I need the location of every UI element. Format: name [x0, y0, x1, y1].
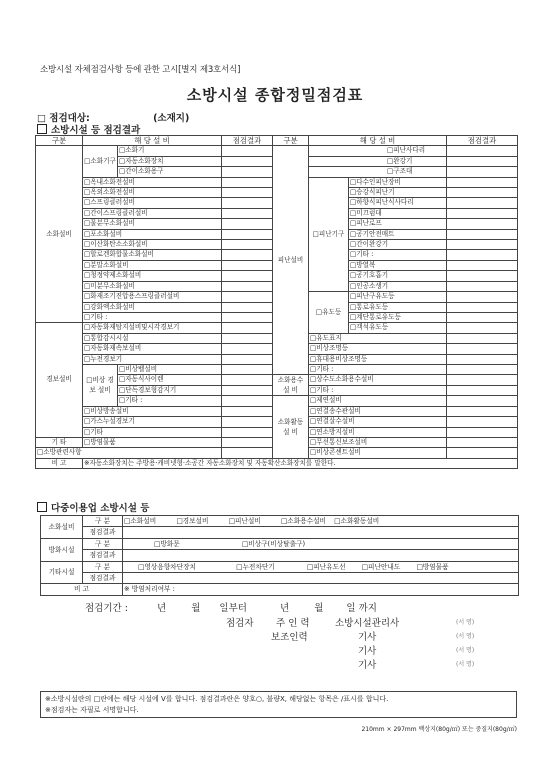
paper-spec: 210mm × 297mm 백상지(80g/㎡) 또는 중질지(80g/㎡) [361, 726, 517, 733]
result-cell[interactable] [222, 271, 273, 281]
checkbox-icon [37, 502, 47, 512]
result-cell[interactable] [447, 146, 518, 156]
list-item: □비상벨설비 [118, 364, 222, 374]
result-cell[interactable] [222, 188, 273, 198]
result-cell[interactable] [447, 250, 518, 260]
multi-other-group: 기타시설 [41, 561, 83, 584]
result-label: 점검결과 [83, 550, 123, 561]
list-item: □미끄럼대 [349, 208, 447, 218]
list-item: □방염물품 [83, 437, 222, 447]
result-cell[interactable] [447, 437, 518, 447]
list-item: □하향식피난식사다리 [349, 198, 447, 208]
multi-other-items [123, 561, 519, 572]
list-item: □피난로프 [349, 219, 447, 229]
result-cell[interactable] [447, 292, 518, 302]
signature-placeholder[interactable]: (서 명) [456, 619, 475, 626]
result-cell[interactable] [447, 375, 518, 386]
list-item: □통로유도등 [349, 302, 447, 312]
list-item: □피난설비 [228, 517, 261, 525]
list-item: □단독경보형감지기 [118, 385, 222, 396]
evac-group-label: 피난설비 [273, 146, 309, 375]
list-item: □승강식피난기 [349, 188, 447, 198]
active-group-label: 소화활동 설 비 [273, 396, 309, 458]
result-cell[interactable] [222, 364, 273, 374]
result-cell[interactable] [222, 156, 273, 166]
result-cell[interactable] [123, 550, 519, 561]
main-staff-label: 주 인 력 [276, 618, 310, 629]
list-item: □간이소화용구 [118, 167, 222, 177]
section2-title: 다중이용업 소방시설 등 [51, 503, 150, 514]
location-label: (소재지) [153, 113, 190, 124]
result-cell[interactable] [222, 417, 273, 427]
list-item: □유도표지 [309, 333, 447, 343]
result-cell[interactable] [447, 302, 518, 312]
instructions-box [40, 691, 517, 718]
kind-label: 구 분 [83, 516, 123, 527]
list-item: □연소방지설비 [309, 427, 447, 437]
period-month: 월 [191, 603, 201, 614]
tech-title: 기사 [358, 660, 377, 671]
period-year-2: 년 [279, 603, 290, 614]
small-ext-label: □소화기구 [83, 146, 118, 177]
multi-note-text: ※ 방염처리여부 : [123, 584, 519, 595]
water-group-label: 소화용수 설 비 [273, 375, 309, 396]
result-cell[interactable] [222, 385, 273, 396]
instruction-line: ※점검자는 자필로 서명합니다. [45, 706, 139, 714]
form-caption: 소방시설 자체점검사항 등에 관한 고시[별지 제3호서식] [40, 65, 241, 75]
list-item: □자동식사이렌 [118, 375, 222, 386]
list-item: □다수인피난장비 [349, 177, 447, 187]
list-item: □자동화재탐지설비및시각경보기 [83, 323, 222, 333]
list-item: □제연설비 [309, 396, 447, 406]
list-item: □비상구(비상탈출구) [241, 539, 306, 548]
list-item: □경보설비 [176, 517, 209, 525]
list-item: □소화기 [118, 146, 222, 156]
result-cell[interactable] [222, 406, 273, 416]
list-item: □피난유도선 [306, 562, 346, 571]
list-item: □분말소화설비 [83, 260, 222, 270]
guide-label: □유도등 [309, 292, 349, 334]
result-cell[interactable] [222, 427, 273, 437]
list-item: □무선통신보조설비 [309, 437, 447, 447]
multi-fire-items [123, 516, 519, 527]
list-item: □비상조명등 [309, 344, 447, 354]
list-item: □소방관련사항 [36, 448, 222, 458]
result-cell[interactable] [222, 437, 273, 447]
list-item: □화재조기진압용스프링클러설비 [83, 292, 222, 302]
result-cell[interactable] [222, 312, 273, 322]
inspection-period [85, 600, 377, 614]
result-cell[interactable] [447, 281, 518, 291]
list-item: □간이완강기 [349, 240, 447, 250]
list-item: □옥외소화전설비 [83, 188, 222, 198]
list-item: □소화설비 [124, 517, 157, 525]
alarm-group-label: 경보설비 [36, 323, 83, 438]
list-item: □방열복 [349, 260, 447, 270]
list-item: □휴대용비상조명등 [309, 354, 447, 364]
period-to: 일 까지 [346, 603, 377, 614]
list-item: □누전경보기 [83, 354, 222, 364]
list-item: □기타 : [349, 250, 447, 260]
period-year: 년 [156, 603, 167, 614]
other-group-label: 기 타 [36, 437, 83, 447]
result-cell[interactable] [447, 156, 518, 166]
section1-title: 소방시설 등 점검결과 [51, 125, 141, 136]
instruction-line: ※소방시설란의 □란에는 해당 시설에 V를 합니다. 점검결과란은 양호○, 불량X, 해당없는 항목은 /표시를 합니다. [45, 695, 389, 703]
list-item: □완강기 [309, 156, 447, 166]
manager-title: 소방시설관리사 [335, 618, 400, 629]
result-cell[interactable] [447, 396, 518, 406]
result-cell[interactable] [447, 427, 518, 437]
result-cell[interactable] [447, 229, 518, 239]
result-cell[interactable] [222, 396, 273, 406]
multi-note-label: 비 고 [41, 584, 123, 595]
list-item: □가스누설경보기 [83, 417, 222, 427]
result-cell[interactable] [447, 385, 518, 396]
result-label: 점검결과 [83, 573, 123, 584]
list-item: □방화문 [154, 539, 180, 548]
result-cell[interactable] [447, 198, 518, 208]
list-item: □피난구유도등 [349, 292, 447, 302]
result-cell[interactable] [222, 302, 273, 312]
list-item: □피난안내도 [361, 562, 401, 571]
result-cell[interactable] [447, 448, 518, 458]
section1-heading [37, 122, 140, 136]
list-item: □영상음향차단장치 [138, 562, 196, 571]
col-item-right: 해 당 설 비 [309, 136, 447, 146]
list-item: □기타 : [309, 364, 447, 374]
evac-device-label: □피난기구 [309, 177, 349, 291]
result-cell[interactable] [222, 448, 273, 458]
tech-title: 기사 [358, 632, 377, 643]
result-cell[interactable] [447, 333, 518, 343]
list-item: □할로겐화합물소화설비 [83, 250, 222, 260]
result-cell[interactable] [447, 406, 518, 416]
result-cell[interactable] [222, 167, 273, 177]
result-cell[interactable] [447, 167, 518, 177]
tech-title: 기사 [358, 646, 377, 657]
result-cell[interactable] [222, 281, 273, 291]
list-item: □방염물품 [416, 562, 449, 571]
period-month-2: 월 [314, 603, 324, 614]
result-cell[interactable] [222, 292, 273, 302]
target-label: □ 점검대상: [37, 113, 90, 124]
facility-table [35, 135, 518, 469]
list-item: □포소화설비 [83, 229, 222, 239]
col-category-right: 구분 [273, 136, 309, 146]
list-item: □미분무소화설비 [83, 281, 222, 291]
result-cell[interactable] [222, 177, 273, 187]
list-item: □비상콘센트설비 [309, 448, 447, 458]
result-cell[interactable] [222, 344, 273, 354]
list-item: □공기안전매트 [349, 229, 447, 239]
list-item: □강화액소화설비 [83, 302, 222, 312]
signature-placeholder[interactable]: (서 명) [456, 633, 475, 640]
list-item: □기타 [83, 427, 222, 437]
list-item: □객석유도등 [349, 323, 447, 333]
period-label: 점검기간 : [85, 603, 128, 614]
result-label: 점검결과 [83, 527, 123, 538]
result-cell[interactable] [222, 323, 273, 333]
result-cell[interactable] [447, 260, 518, 270]
checkbox-icon [37, 124, 47, 134]
result-cell[interactable] [123, 527, 519, 538]
list-item: □인공소생기 [349, 281, 447, 291]
list-item: □물분무소화설비 [83, 219, 222, 229]
kind-label: 구 분 [83, 538, 123, 549]
result-cell[interactable] [447, 188, 518, 198]
list-item: □간이스프링클러설비 [83, 208, 222, 218]
col-result-right: 점검결과 [447, 136, 518, 146]
list-item: □소화용수설비 [280, 517, 327, 525]
result-cell[interactable] [447, 354, 518, 364]
list-item: □자동화재속보설비 [83, 344, 222, 354]
result-cell[interactable] [447, 240, 518, 250]
list-item: □스프링클러설비 [83, 198, 222, 208]
result-cell[interactable] [222, 333, 273, 343]
result-cell[interactable] [447, 323, 518, 333]
multi-alarm-group: 방화시설 [41, 538, 83, 561]
list-item: □피난사다리 [309, 146, 447, 156]
period-from: 일부터 [219, 603, 247, 614]
list-item: □구조대 [309, 167, 447, 177]
list-item: □비상방송설비 [83, 406, 222, 416]
result-cell[interactable] [222, 260, 273, 270]
result-cell[interactable] [222, 375, 273, 386]
col-item: 해 당 설 비 [83, 136, 222, 146]
emergency-label: □비상 경보 설비 [83, 364, 118, 406]
list-item: □통합감시시설 [83, 333, 222, 343]
list-item: □기타 : [118, 396, 222, 406]
list-item: □상수도소화용수설비 [309, 375, 447, 386]
kind-label: 구 분 [83, 561, 123, 572]
col-result: 점검결과 [222, 136, 273, 146]
fire-group-label: 소화설비 [36, 146, 83, 323]
list-item: □계단통로유도등 [349, 312, 447, 322]
result-cell[interactable] [222, 229, 273, 239]
assist-staff-label: 보조인력 [271, 632, 308, 643]
page-title: 소방시설 종합정밀점검표 [186, 86, 364, 104]
section2-heading [37, 500, 149, 514]
list-item: □이산화탄소소화설비 [83, 240, 222, 250]
result-cell[interactable] [447, 364, 518, 374]
signature-placeholder[interactable]: (서 명) [456, 647, 475, 654]
result-cell[interactable] [447, 208, 518, 218]
signature-placeholder[interactable]: (서 명) [456, 661, 475, 668]
list-item: □연결살수설비 [309, 417, 447, 427]
result-cell[interactable] [222, 354, 273, 364]
list-item: □연결송수관설비 [309, 406, 447, 416]
result-cell[interactable] [222, 250, 273, 260]
result-cell[interactable] [447, 177, 518, 187]
list-item: □자동소화장치 [118, 156, 222, 166]
multiuse-table [40, 515, 519, 596]
result-cell[interactable] [222, 208, 273, 218]
result-cell[interactable] [447, 417, 518, 427]
list-item: □옥내소화전설비 [83, 177, 222, 187]
result-cell[interactable] [222, 198, 273, 208]
note-text: ※자동소화장치는 주방용·캐비넷형·소공간 자동소화장치 및 자동확산소화장치를 말한다. [83, 458, 518, 468]
list-item: □공기호흡기 [349, 271, 447, 281]
result-cell[interactable] [222, 146, 273, 156]
col-category: 구분 [36, 136, 83, 146]
inspector-label: 점검자 [226, 618, 254, 629]
list-item: □기타 : [309, 385, 447, 396]
list-item: □소화활동설비 [334, 517, 380, 525]
multi-alarm-items [123, 538, 519, 549]
result-cell[interactable] [447, 271, 518, 281]
result-cell[interactable] [222, 240, 273, 250]
result-cell[interactable] [447, 344, 518, 354]
note-label: 비 고 [36, 458, 83, 468]
result-cell[interactable] [447, 219, 518, 229]
result-cell[interactable] [447, 312, 518, 322]
multi-fire-group: 소화설비 [41, 516, 83, 539]
list-item: □누전차단기 [236, 562, 275, 571]
result-cell[interactable] [123, 573, 519, 584]
result-cell[interactable] [222, 219, 273, 229]
list-item: □기타 : [83, 312, 222, 322]
list-item: □청정약제소화설비 [83, 271, 222, 281]
